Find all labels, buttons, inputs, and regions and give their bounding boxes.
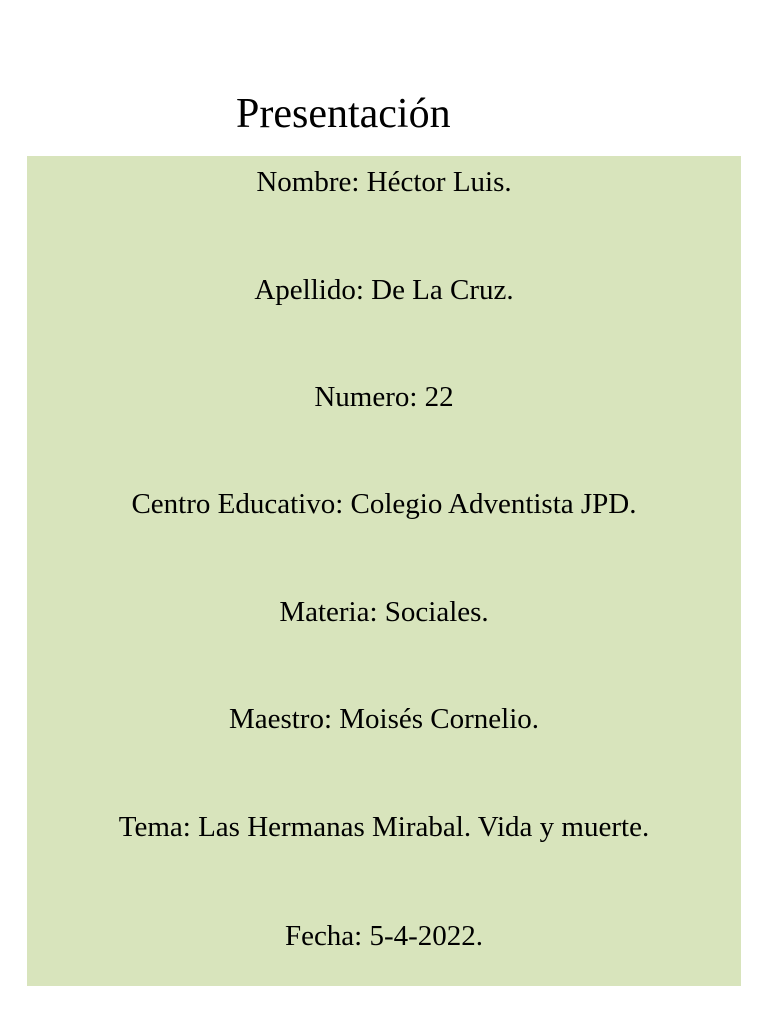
field-apellido: Apellido: De La Cruz. [254, 274, 514, 306]
field-centro-educativo: Centro Educativo: Colegio Adventista JPD. [131, 488, 637, 520]
info-panel [27, 156, 741, 986]
page-title: Presentación [236, 91, 451, 137]
field-numero: Numero: 22 [314, 381, 454, 413]
field-tema: Tema: Las Hermanas Mirabal. Vida y muerte. [118, 811, 650, 843]
field-nombre: Nombre: Héctor Luis. [256, 166, 512, 198]
field-fecha: Fecha: 5-4-2022. [284, 920, 484, 952]
field-maestro: Maestro: Moisés Cornelio. [228, 703, 540, 735]
field-materia: Materia: Sociales. [279, 596, 489, 628]
